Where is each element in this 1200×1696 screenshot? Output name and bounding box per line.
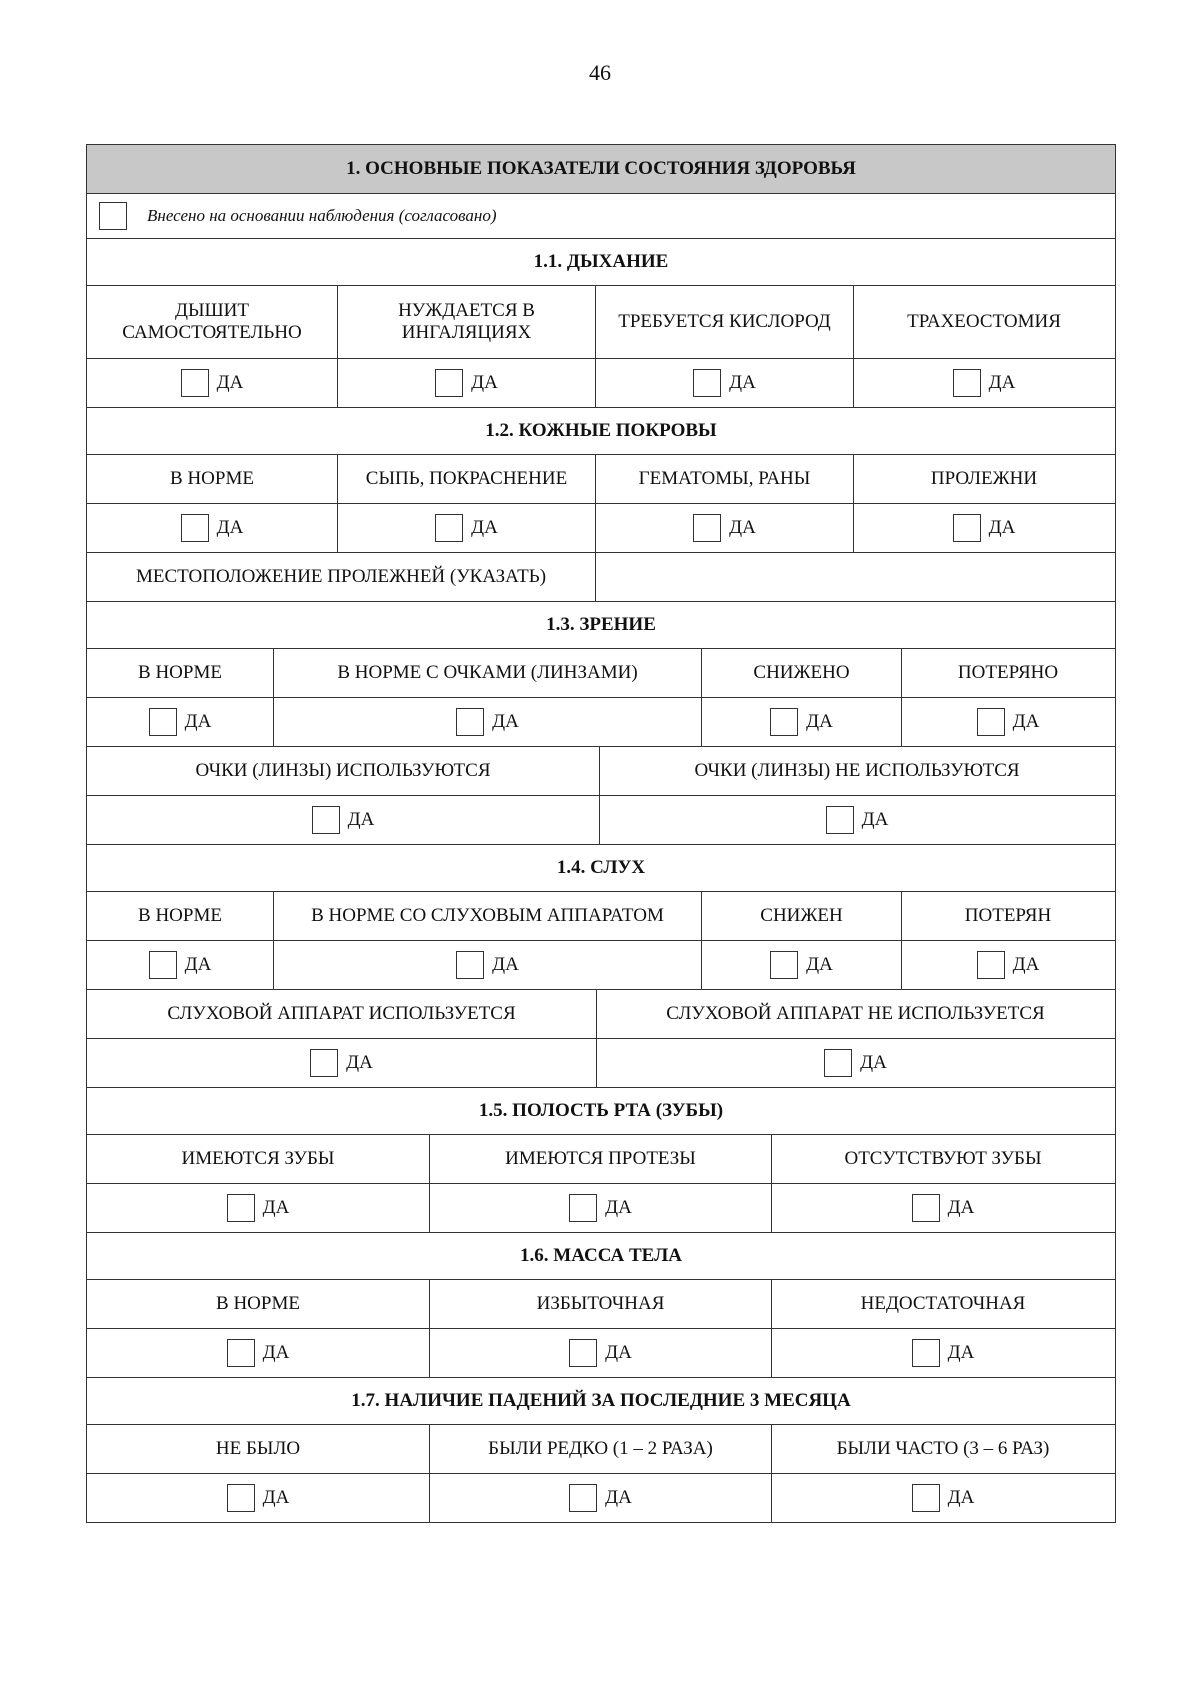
checkbox[interactable]	[953, 369, 981, 397]
oral-answer-no-teeth	[771, 1184, 1114, 1232]
vision-answer-lost	[901, 698, 1114, 746]
checkbox[interactable]	[977, 951, 1005, 979]
checkbox[interactable]	[953, 514, 981, 542]
checkbox[interactable]	[227, 1339, 255, 1367]
checkbox[interactable]	[693, 369, 721, 397]
yes-label: ДА	[1012, 711, 1040, 733]
agreement-note	[87, 194, 1115, 238]
oral-answer-dentures	[429, 1184, 771, 1232]
yes-label: ДА	[216, 372, 244, 394]
body-mass-labels-row	[87, 1279, 1115, 1328]
yes-label: ДА	[605, 1487, 632, 1509]
hearing-header-row	[87, 844, 1115, 891]
skin-answers-row	[87, 503, 1115, 552]
yes-label: ДА	[184, 711, 212, 733]
checkbox[interactable]	[227, 1194, 255, 1222]
section-title-body-mass: 1.6. МАССА ТЕЛА	[520, 1245, 682, 1267]
checkbox[interactable]	[569, 1484, 597, 1512]
yes-label: ДА	[861, 809, 889, 831]
section-title-hearing: 1.4. СЛУХ	[556, 857, 646, 879]
vision-label-glasses: В НОРМЕ С ОЧКАМИ (ЛИНЗАМИ)	[273, 649, 701, 697]
form-title-row	[87, 145, 1115, 193]
body-mass-label-insufficient: НЕДОСТАТОЧНАЯ	[771, 1280, 1114, 1328]
yes-label: ДА	[605, 1197, 632, 1219]
hearing-aid-usage-labels-row	[87, 989, 1115, 1038]
section-title-breathing: 1.1. ДЫХАНИЕ	[533, 251, 669, 273]
checkbox[interactable]	[912, 1194, 940, 1222]
skin-answer-normal	[87, 504, 337, 552]
checkbox[interactable]	[149, 708, 177, 736]
hearing-answer-reduced	[701, 941, 901, 989]
hearing-answer-aid	[273, 941, 701, 989]
yes-label: ДА	[947, 1197, 975, 1219]
oral-header-row	[87, 1087, 1115, 1134]
oral-label-teeth: ИМЕЮТСЯ ЗУБЫ	[181, 1148, 335, 1170]
yes-label: ДА	[729, 517, 756, 539]
body-mass-answer-insufficient	[771, 1329, 1114, 1377]
hearing-label-aid: В НОРМЕ СО СЛУХОВЫМ АППАРАТОМ	[273, 892, 701, 940]
vision-answer-glasses	[273, 698, 701, 746]
oral-label-no-teeth: ОТСУТСТВУЮТ ЗУБЫ	[771, 1135, 1114, 1183]
oral-labels-row	[87, 1134, 1115, 1183]
yes-label: ДА	[492, 954, 519, 976]
vision-labels-row	[87, 648, 1115, 697]
checkbox[interactable]	[435, 369, 463, 397]
label-text: ДЫШИТ САМОСТОЯТЕЛЬНО	[122, 300, 302, 343]
hearing-aid-usage-answers-row	[87, 1038, 1115, 1087]
falls-label-frequent: БЫЛИ ЧАСТО (3 – 6 РАЗ)	[771, 1425, 1114, 1473]
vision-answer-reduced	[701, 698, 901, 746]
hearing-answer-normal	[87, 941, 273, 989]
breathing-answer-tracheostomy	[853, 359, 1114, 407]
falls-labels-row	[87, 1424, 1115, 1473]
yes-label: ДА	[806, 711, 833, 733]
hearing-aid-used-label: СЛУХОВОЙ АППАРАТ ИСПОЛЬЗУЕТСЯ	[167, 1003, 516, 1025]
yes-label: ДА	[988, 372, 1016, 394]
breathing-label-inhalation	[337, 286, 595, 358]
section-title-skin: 1.2. КОЖНЫЕ ПОКРОВЫ	[485, 420, 717, 442]
yes-label: ДА	[471, 372, 498, 394]
falls-answers-row	[87, 1473, 1115, 1522]
checkbox[interactable]	[824, 1049, 852, 1077]
glasses-not-used-label: ОЧКИ (ЛИНЗЫ) НЕ ИСПОЛЬЗУЮТСЯ	[599, 747, 1114, 795]
hearing-answers-row	[87, 940, 1115, 989]
checkbox[interactable]	[770, 708, 798, 736]
hearing-label-normal: В НОРМЕ	[138, 905, 222, 927]
skin-answer-bedsores	[853, 504, 1114, 552]
oral-label-dentures: ИМЕЮТСЯ ПРОТЕЗЫ	[429, 1135, 771, 1183]
bedsore-location-row	[87, 552, 1115, 601]
checkbox[interactable]	[312, 806, 340, 834]
breathing-label-tracheostomy: ТРАХЕОСТОМИЯ	[853, 286, 1114, 358]
agreement-row	[87, 193, 1115, 238]
breathing-header-row	[87, 238, 1115, 285]
hearing-aid-not-used-label: СЛУХОВОЙ АППАРАТ НЕ ИСПОЛЬЗУЕТСЯ	[596, 990, 1114, 1038]
yes-label: ДА	[947, 1487, 975, 1509]
vision-header-row	[87, 601, 1115, 648]
skin-label-rash: СЫПЬ, ПОКРАСНЕНИЕ	[337, 455, 595, 503]
checkbox[interactable]	[310, 1049, 338, 1077]
skin-label-normal: В НОРМЕ	[170, 468, 254, 490]
falls-answer-none	[87, 1474, 429, 1522]
breathing-answer-inhalation	[337, 359, 595, 407]
skin-header-row	[87, 407, 1115, 454]
checkbox[interactable]	[569, 1339, 597, 1367]
hearing-aid-not-used-answer	[596, 1039, 1114, 1087]
hearing-label-lost: ПОТЕРЯН	[901, 892, 1114, 940]
yes-label: ДА	[1012, 954, 1040, 976]
vision-label-reduced: СНИЖЕНО	[701, 649, 901, 697]
yes-label: ДА	[262, 1197, 290, 1219]
skin-answer-rash	[337, 504, 595, 552]
checkbox[interactable]	[770, 951, 798, 979]
yes-label: ДА	[806, 954, 833, 976]
body-mass-label-normal: В НОРМЕ	[216, 1293, 300, 1315]
glasses-usage-labels-row	[87, 746, 1115, 795]
form-title: 1. ОСНОВНЫЕ ПОКАЗАТЕЛИ СОСТОЯНИЯ ЗДОРОВЬЯ	[87, 145, 1115, 193]
section-title-falls: 1.7. НАЛИЧИЕ ПАДЕНИЙ ЗА ПОСЛЕДНИЕ 3 МЕСЯЦА	[351, 1390, 851, 1412]
yes-label: ДА	[216, 517, 244, 539]
yes-label: ДА	[184, 954, 212, 976]
falls-header-row	[87, 1377, 1115, 1424]
falls-label-rare: БЫЛИ РЕДКО (1 – 2 РАЗА)	[429, 1425, 771, 1473]
checkbox[interactable]	[977, 708, 1005, 736]
skin-label-hematoma: ГЕМАТОМЫ, РАНЫ	[595, 455, 853, 503]
yes-label: ДА	[729, 372, 756, 394]
body-mass-answer-normal	[87, 1329, 429, 1377]
yes-label: ДА	[492, 711, 519, 733]
section-title-oral: 1.5. ПОЛОСТЬ РТА (ЗУБЫ)	[478, 1100, 724, 1122]
checkbox[interactable]	[456, 951, 484, 979]
oral-answer-teeth	[87, 1184, 429, 1232]
yes-label: ДА	[347, 809, 375, 831]
agreement-checkbox[interactable]	[99, 202, 127, 230]
skin-label-bedsores: ПРОЛЕЖНИ	[853, 455, 1114, 503]
oral-answers-row	[87, 1183, 1115, 1232]
yes-label: ДА	[860, 1052, 887, 1074]
hearing-answer-lost	[901, 941, 1114, 989]
vision-answer-normal	[87, 698, 273, 746]
body-mass-header-row	[87, 1232, 1115, 1279]
body-mass-answers-row	[87, 1328, 1115, 1377]
vision-answers-row	[87, 697, 1115, 746]
breathing-answers-row	[87, 358, 1115, 407]
glasses-used-answer	[87, 796, 599, 844]
yes-label: ДА	[947, 1342, 975, 1364]
checkbox[interactable]	[181, 369, 209, 397]
label-text: НУЖДАЕТСЯ В ИНГАЛЯЦИЯХ	[398, 300, 535, 343]
glasses-usage-answers-row	[87, 795, 1115, 844]
hearing-aid-used-answer	[87, 1039, 596, 1087]
falls-answer-frequent	[771, 1474, 1114, 1522]
checkbox[interactable]	[227, 1484, 255, 1512]
body-mass-label-excess: ИЗБЫТОЧНАЯ	[429, 1280, 771, 1328]
checkbox[interactable]	[912, 1339, 940, 1367]
falls-label-none: НЕ БЫЛО	[215, 1438, 301, 1460]
bedsore-location-field[interactable]	[595, 553, 1114, 601]
checkbox[interactable]	[569, 1194, 597, 1222]
yes-label: ДА	[471, 517, 498, 539]
health-indicators-form	[86, 144, 1116, 1523]
falls-answer-rare	[429, 1474, 771, 1522]
page-number: 46	[589, 60, 611, 85]
yes-label: ДА	[346, 1052, 373, 1074]
checkbox[interactable]	[456, 708, 484, 736]
breathing-label-oxygen: ТРЕБУЕТСЯ КИСЛОРОД	[595, 286, 853, 358]
glasses-used-label: ОЧКИ (ЛИНЗЫ) ИСПОЛЬЗУЮТСЯ	[195, 760, 491, 782]
body-mass-answer-excess	[429, 1329, 771, 1377]
skin-answer-hematoma	[595, 504, 853, 552]
checkbox[interactable]	[149, 951, 177, 979]
bedsore-location-label: МЕСТОПОЛОЖЕНИЕ ПРОЛЕЖНЕЙ (УКАЗАТЬ)	[135, 566, 547, 588]
checkbox[interactable]	[181, 514, 209, 542]
checkbox[interactable]	[435, 514, 463, 542]
yes-label: ДА	[988, 517, 1016, 539]
breathing-answer-oxygen	[595, 359, 853, 407]
section-title-vision: 1.3. ЗРЕНИЕ	[546, 614, 656, 636]
yes-label: ДА	[262, 1342, 290, 1364]
glasses-not-used-answer	[599, 796, 1114, 844]
breathing-label-self	[87, 286, 337, 358]
vision-label-lost: ПОТЕРЯНО	[901, 649, 1114, 697]
checkbox[interactable]	[826, 806, 854, 834]
skin-labels-row	[87, 454, 1115, 503]
breathing-answer-self	[87, 359, 337, 407]
vision-label-normal: В НОРМЕ	[138, 662, 222, 684]
checkbox[interactable]	[693, 514, 721, 542]
checkbox[interactable]	[912, 1484, 940, 1512]
agreement-note-text: Внесено на основании наблюдения (согласовано)	[147, 206, 497, 226]
hearing-label-reduced: СНИЖЕН	[701, 892, 901, 940]
breathing-labels-row	[87, 285, 1115, 358]
yes-label: ДА	[262, 1487, 290, 1509]
hearing-labels-row	[87, 891, 1115, 940]
yes-label: ДА	[605, 1342, 632, 1364]
